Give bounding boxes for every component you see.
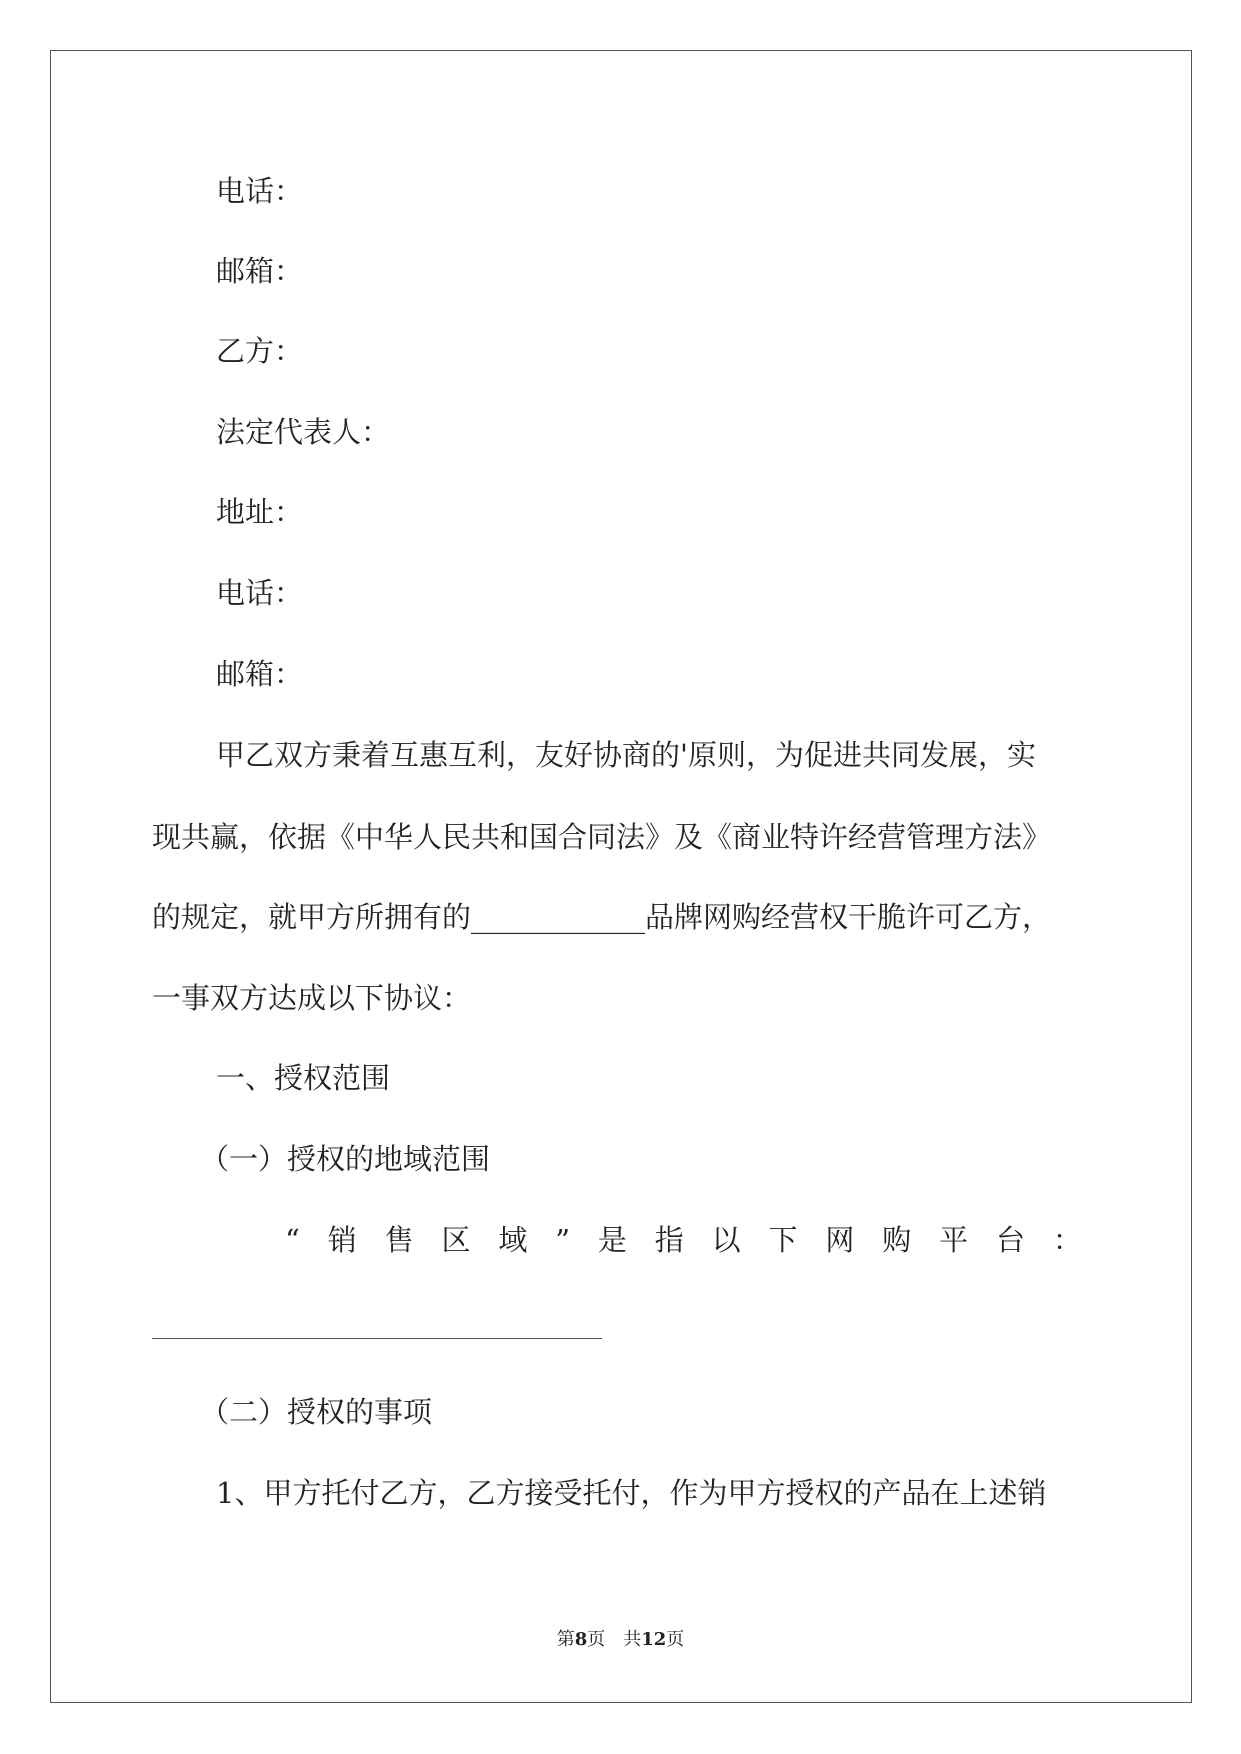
paragraph-line-3: 的规定，就甲方所拥有的____________品牌网购经营权干脆许可乙方， xyxy=(152,900,1052,934)
page-border xyxy=(50,50,1192,1703)
paragraph-line-2: 现共赢，依据《中华人民共和国合同法》及《商业特许经营管理方法》 xyxy=(152,820,1052,854)
char: 平 xyxy=(939,1223,969,1257)
footer-suffix: 页 xyxy=(666,1629,685,1650)
phone-label-b: 电话： xyxy=(216,576,304,610)
legal-rep-label: 法定代表人： xyxy=(216,415,391,449)
paragraph-line-4: 一事双方达成以下协议： xyxy=(152,981,472,1015)
char: 区 xyxy=(441,1223,471,1257)
blank-fill-line xyxy=(152,1338,602,1339)
char: 域 xyxy=(498,1223,528,1257)
char: 台 xyxy=(996,1223,1026,1257)
page-footer xyxy=(0,1625,1241,1651)
address-label: 地址： xyxy=(216,495,304,529)
char: 售 xyxy=(384,1223,414,1257)
char: 购 xyxy=(882,1223,912,1257)
char: ： xyxy=(1052,1223,1082,1257)
footer-mid: 页 共 xyxy=(587,1629,642,1650)
email-label-a: 邮箱： xyxy=(216,254,304,288)
char: 指 xyxy=(654,1223,684,1257)
subsection-heading-1: （一）授权的地域范围 xyxy=(200,1142,491,1176)
char: 以 xyxy=(711,1223,741,1257)
subsection-heading-2: （二）授权的事项 xyxy=(200,1395,433,1429)
char: 网 xyxy=(825,1223,855,1257)
paragraph-line-1: 甲乙双方秉着互惠互利，友好协商的'原则，为促进共同发展，实 xyxy=(216,738,1036,772)
email-label-b: 邮箱： xyxy=(216,657,304,691)
footer-page-number: 8 xyxy=(574,1629,588,1650)
item-1-line: 1、甲方托付乙方，乙方接受托付，作为甲方授权的产品在上述销 xyxy=(216,1476,1047,1510)
footer-prefix: 第 xyxy=(556,1629,575,1650)
sales-area-line xyxy=(285,1223,1082,1257)
char: “ xyxy=(285,1223,300,1257)
section-heading-1: 一、授权范围 xyxy=(216,1061,391,1095)
footer-total-pages: 12 xyxy=(641,1629,667,1650)
char: 是 xyxy=(597,1223,627,1257)
char: ” xyxy=(555,1223,571,1257)
party-b-label: 乙方： xyxy=(216,334,304,368)
phone-label-a: 电话： xyxy=(216,174,304,208)
char: 下 xyxy=(768,1223,798,1257)
char: 销 xyxy=(327,1223,357,1257)
